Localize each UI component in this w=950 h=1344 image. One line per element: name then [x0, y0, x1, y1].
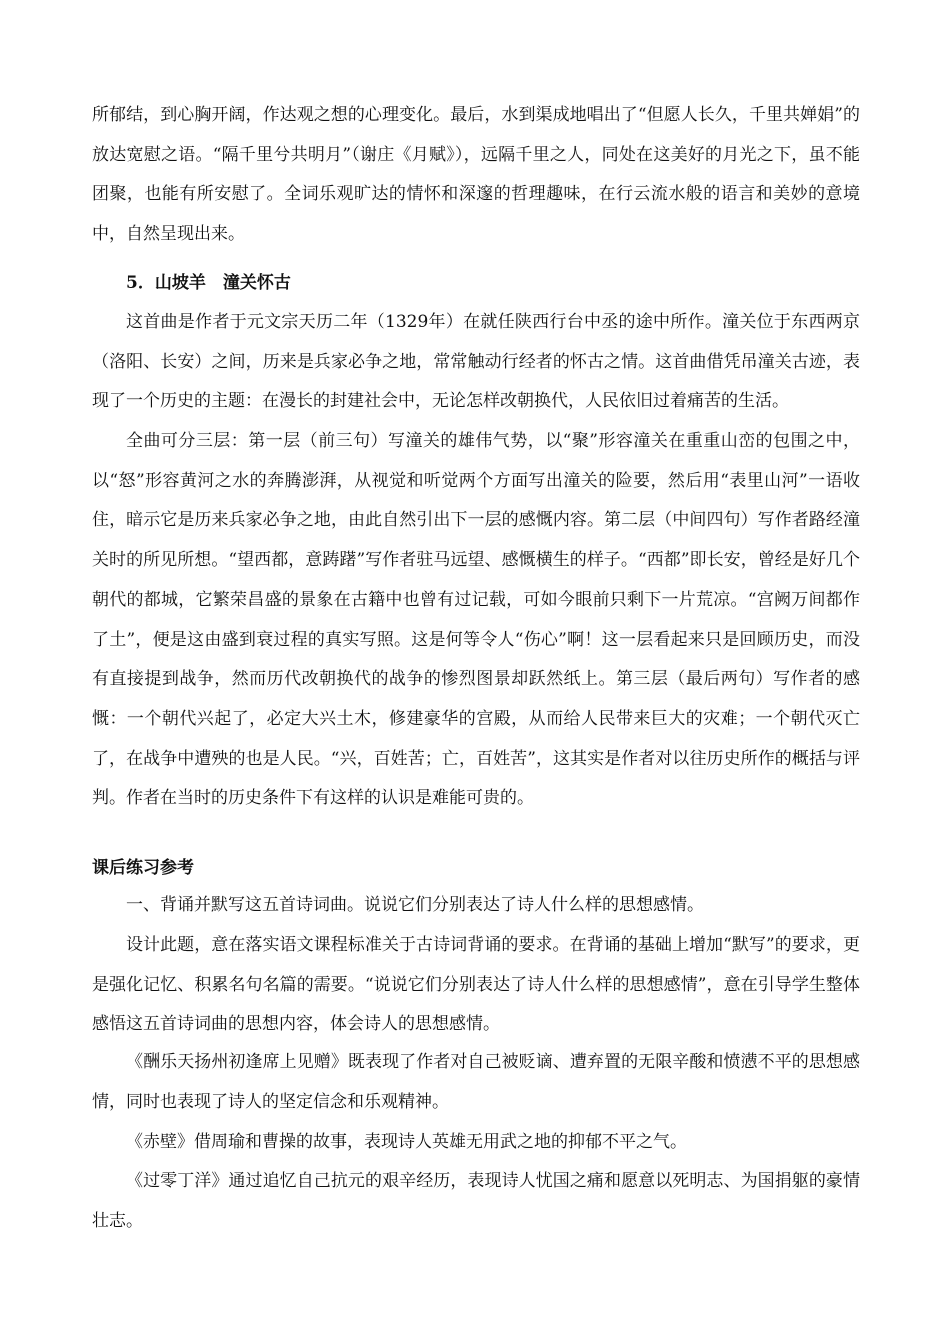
exercise-question-1: 一、背诵并默写这五首诗词曲。说说它们分别表达了诗人什么样的思想感情。 [126, 895, 704, 915]
paragraph-poem-chibi: 《赤壁》借周瑜和曹操的故事，表现诗人英雄无用武之地的抑郁不平之气。 [126, 1132, 687, 1152]
paragraph-poem-liu-yuxi: 《酬乐天扬州初逢席上见赠》既表现了作者对自己被贬谪、遭弃置的无限辛酸和愤懑不平的思想感情，同时也表现了诗人的坚定信念和乐观精神。 [92, 1052, 860, 1112]
paragraph-tongguan-structure: 全曲可分三层：第一层（前三句）写潼关的雄伟气势，以“聚”形容潼关在重重山峦的包围之中，以“怒”形容黄河之水的奔腾澎湃，从视觉和听觉两个方面写出潼关的险要，然后用“表里山河”一语收住，暗示它是历来兵家必争之地，由此自然引出下一层的感慨内容。第二层（中间四句）写作者路经潼关时的所见所想。“望西都，意踌躇”写作者驻马远望、感慨横生的样子。“西都”即长安，曾经是好几个朝代的都城，它繁荣昌盛的景象在古籍中也曾有过记载，可如今眼前只剩下一片荒凉。“宫阙万间都作了土”，便是这由盛到衰过程的真实写照。这是何等令人“伤心”啊！这一层看起来只是回顾历史，而没有直接提到战争，然而历代改朝换代的战争的惨烈图景却跃然纸上。第三层（最后两句）写作者的感慨：一个朝代兴起了，必定大兴土木，修建豪华的宫殿，从而给人民带来巨大的灾难；一个朝代灭亡了，在战争中遭殃的也是人民。“兴，百姓苦；亡，百姓苦”，这其实是作者对以往历史所作的概括与评判。作者在当时的历史条件下有这样的认识是难能可贵的。 [92, 431, 860, 809]
section-heading-exercises: 课后练习参考 [92, 858, 194, 878]
paragraph-tongguan-background: 这首曲是作者于元文宗天历二年（1329年）在就任陕西行台中丞的途中所作。潼关位于东西两京（洛阳、长安）之间，历来是兵家必争之地，常常触动行经者的怀古之情。这首曲借凭吊潼关古迹，表现了一个历史的主题：在漫长的封建社会中，无论怎样改朝换代，人民依旧过着痛苦的生活。 [92, 312, 860, 412]
paragraph-exercise-design: 设计此题，意在落实语文课程标准关于古诗词背诵的要求。在背诵的基础上增加“默写”的要求，更是强化记忆、积累名句名篇的需要。“说说它们分别表达了诗人什么样的思想感情”，意在引导学生整体感悟这五首诗词曲的思想内容，体会诗人的思想感情。 [92, 935, 860, 1035]
section-heading-tongguan: 5．山坡羊 潼关怀古 [126, 273, 291, 293]
paragraph-mid-autumn-analysis: 所郁结，到心胸开阔，作达观之想的心理变化。最后，水到渠成地唱出了“但愿人长久，千里共婵娟”的放达宽慰之语。“隔千里兮共明月”（谢庄《月赋》），远隔千里之人，同处在这美好的月光之下，虽不能团聚，也能有所安慰了。全词乐观旷达的情怀和深邃的哲理趣味，在行云流水般的语言和美妙的意境中，自然呈现出来。 [92, 105, 860, 245]
paragraph-poem-lingdingyang: 《过零丁洋》通过追忆自己抗元的艰辛经历，表现诗人忧国之痛和愿意以死明志、为国捐躯的豪情壮志。 [92, 1171, 860, 1231]
